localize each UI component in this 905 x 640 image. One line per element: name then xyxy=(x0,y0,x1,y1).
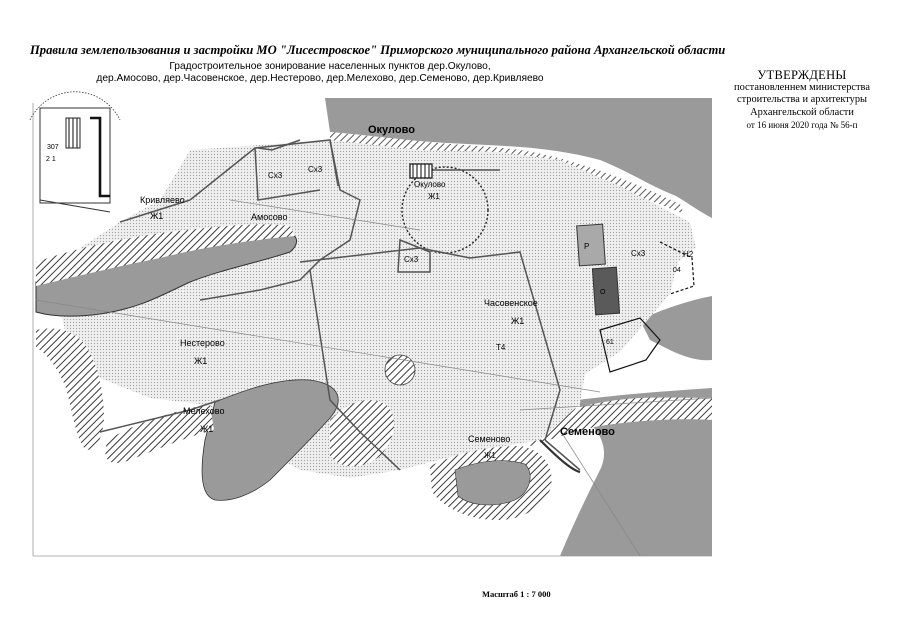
label-skh3-4: Сх3 xyxy=(631,249,646,258)
label-307: 307 xyxy=(47,144,59,151)
infrastructure-northwest xyxy=(30,92,120,212)
label-21: 2 1 xyxy=(46,156,56,163)
label-semenovo: Семеново xyxy=(468,434,511,444)
label-n2: Н2 xyxy=(683,250,694,259)
label-skh3-3: Сх3 xyxy=(404,255,419,264)
map-title: Правила землепользования и застройки МО "Лисестровское" Приморского муниципального района Архангельской области xyxy=(30,43,726,57)
label-nesterovo: Нестерово xyxy=(180,338,225,348)
label-skh3-2: Сх3 xyxy=(308,165,323,174)
label-t4: Т4 xyxy=(496,343,506,352)
map-scale: Масштаб 1 : 7 000 xyxy=(482,589,551,599)
label-okulovo-zone: Ж1 xyxy=(428,192,440,201)
okulovo-building xyxy=(410,164,432,178)
approval-line-1: постановленнем министерства xyxy=(734,81,870,93)
label-melekhovo: Мелехово xyxy=(183,406,225,416)
approval-date: от 16 июня 2020 года № 56-п xyxy=(746,120,858,131)
label-semenovo-large: Семеново xyxy=(560,426,615,438)
label-amosovo: Амосово xyxy=(251,212,288,222)
label-04: 04 xyxy=(673,267,681,274)
label-skh3-1: Сх3 xyxy=(268,171,283,180)
recreation-zone xyxy=(577,224,606,266)
label-okulovo-small: Окулово xyxy=(414,180,446,189)
map-subtitle-line-2: дер.Амосово, дер.Часовенское, дер.Нестерово, дер.Мелехово, дер.Семеново, дер.Кривляево xyxy=(96,73,544,84)
label-chasovenskoe: Часовенское xyxy=(484,298,538,308)
label-semenovo-zone: Ж1 xyxy=(484,451,496,460)
label-chasovenskoe-zone: Ж1 xyxy=(511,316,525,326)
label-61: 61 xyxy=(606,339,614,346)
approval-line-2: строительства и архитектуры xyxy=(737,94,867,106)
label-nesterovo-zone: Ж1 xyxy=(194,356,208,366)
label-melekhovo-zone: Ж1 xyxy=(200,424,214,434)
public-zone xyxy=(592,267,619,315)
label-okulovo: Окулово xyxy=(368,124,415,136)
approval-heading: УТВЕРЖДЕНЫ xyxy=(757,68,847,82)
label-o-zone: О xyxy=(600,289,606,296)
map-subtitle-line-1: Градостроительное зонирование населенных пунктов дер.Окулово, xyxy=(169,61,491,72)
approval-line-3: Архангельской области xyxy=(750,106,854,118)
label-krivlyaevo-zone: Ж1 xyxy=(150,211,164,221)
label-r-zone: Р xyxy=(584,242,590,251)
label-krivlyaevo: Кривляево xyxy=(140,195,185,205)
